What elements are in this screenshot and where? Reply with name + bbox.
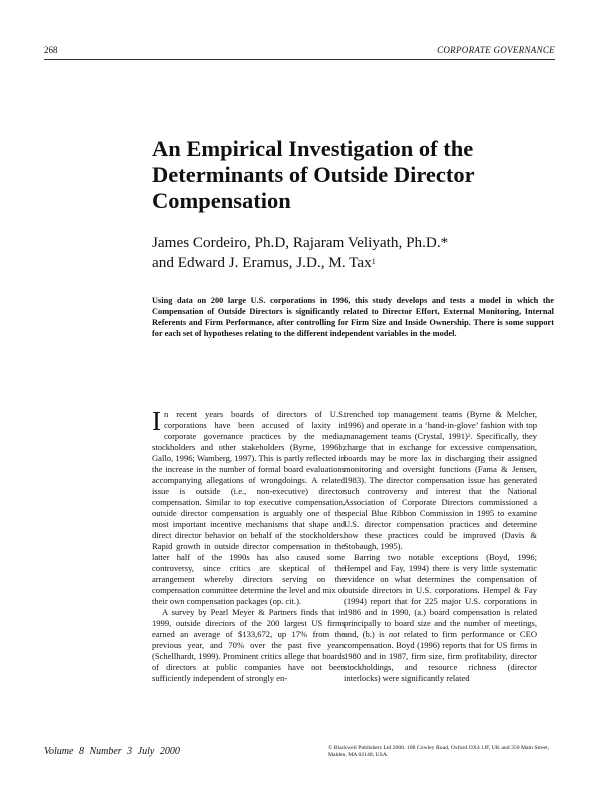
emphasis-not: not bbox=[388, 629, 400, 640]
body-column-left bbox=[152, 406, 345, 684]
drop-cap: I bbox=[152, 406, 161, 436]
paragraph-3-text-a: trenched top management teams (Byrne & Melcher, 1996) and operate in a ‘hand-in-glove’ fashion with top management teams (Crystal, 1991) bbox=[344, 409, 537, 442]
paragraph-4-text-b: related to firm performance or CEO compensation. Boyd (1996) reports that for US firms in 1980 and in 1987, firm size, firm profitability, director stockholdings, and resource richness (director interlocks) were significantly related bbox=[344, 629, 537, 684]
author-footnote-marker: 1 bbox=[371, 256, 376, 266]
paragraph-3 bbox=[344, 409, 537, 552]
paragraph-4 bbox=[344, 552, 537, 684]
authors-line-2 bbox=[152, 253, 552, 273]
author-block bbox=[152, 233, 552, 272]
page-number: 268 bbox=[44, 45, 58, 55]
paragraph-1-text: n recent years boards of directors of U.S. corporations have been accused of laxity in corporate governance practices by the media, stockholders and other stakeholders (Byrne, 1996b; Gallo, 1996; Wamberg, 1997). This is partly reflected in the increase in the number of formal board evaluations accompanying allegations of wrongdoings. A related issue is outside (i.e., non-executive) director compensation. Similar to top executive compensation, outside director compensation is arguably one of the most important incentive mechanisms that shape and direct director behavior on behalf of the stockholders. Rapid growth in outside director compensation in the latter half of the 1990s has also caused some controversy, since critics are skeptical of the arrangement whereby directors serving on the compensation committee determine the level and mix of their own compensation packages (op. cit.). bbox=[152, 409, 345, 607]
article-title: An Empirical Investigation of the Determinants of Outside Director Compensation bbox=[152, 136, 475, 213]
authors-line-2-text: and Edward J. Eramus, J.D., M. Tax bbox=[152, 253, 372, 271]
abstract: Using data on 200 large U.S. corporations in 1996, this study develops and tests a model in which the Compensation of Outside Directors is significantly related to Director Effort, External Monitoring, Internal Referents and Firm Performance, after controlling for Firm Size and Inside Ownership. There is some support for each set of hypotheses relating to the different independent variables in the model. bbox=[152, 296, 554, 339]
running-header-journal: CORPORATE GOVERNANCE bbox=[437, 45, 555, 55]
body-column-right bbox=[344, 409, 537, 684]
footnote-marker: 2 bbox=[467, 433, 471, 440]
footer-volume: Volume 8 Number 3 July 2000 bbox=[44, 746, 180, 757]
footer-copyright: © Blackwell Publishers Ltd 2000. 108 Cowley Road, Oxford OX4 1JF, UK and 350 Main Street, Malden, MA 02148, USA. bbox=[328, 745, 550, 759]
header-rule bbox=[44, 59, 555, 60]
authors-line-1: James Cordeiro, Ph.D, Rajaram Veliyath, Ph.D.* bbox=[152, 234, 449, 251]
paragraph-1 bbox=[152, 406, 345, 607]
paragraph-2: A survey by Pearl Meyer & Partners finds that in 1999, outside directors of the 200 largest US firms earned an average of $133,672, up 17% from the previous year, and 70% over the past five years (Schellhardt, 1999). Prominent critics allege that boards of directors at public companies have not been sufficiently independent of strongly en- bbox=[152, 607, 345, 684]
paragraph-3-text-b: . Specifically, they charge that in exchange for excessive compensation, boards may be more lax in discharging their assigned monitoring and oversight functions (Fama & Jensen, 1983). The director compensation issue has generated such controversy and interest that the National Association of Corporate Directors commissioned a special Blue Ribbon Commission in 1995 to examine U.S. director compensation practices and determine how these practices could be improved (Davis & Stobaugh, 1995). bbox=[344, 431, 538, 552]
paragraph-4-text-a: Barring two notable exceptions (Boyd, 1996; Hempel and Fay, 1994) there is very little systematic evidence on what determines the compensation of outside directors in U.S. corporations. Hempel & Fay (1994) report that for 225 major U.S. corporations in 1986 and in 1990, (a.) board compensation is related principally to board size and the number of meetings, and, (b.) is bbox=[344, 552, 537, 640]
